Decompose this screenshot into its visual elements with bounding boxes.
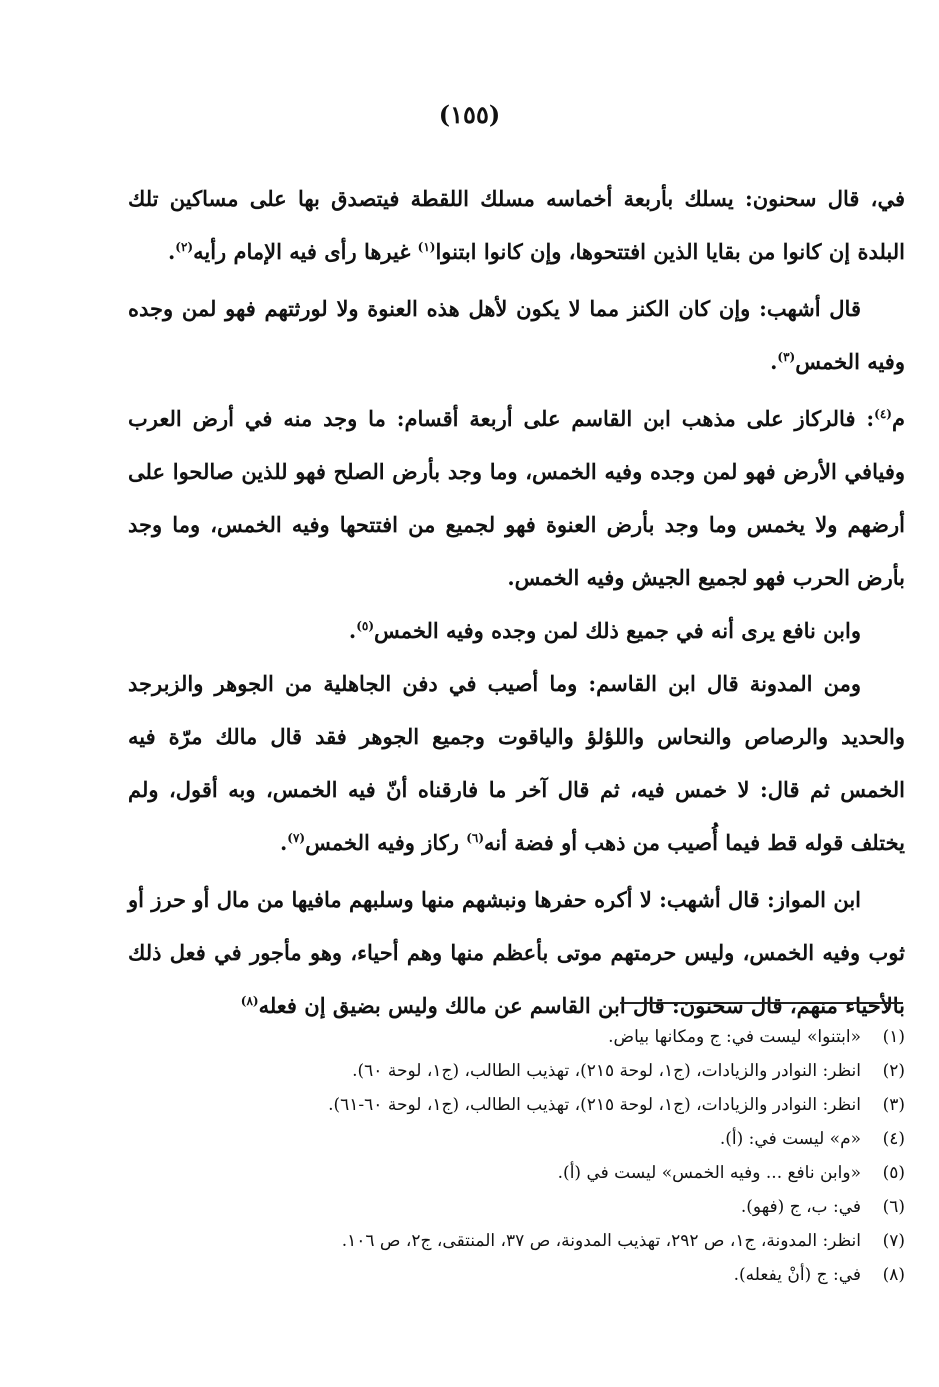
footnote-ref: (٥) (356, 619, 375, 633)
footnote-ref: (٦) (466, 831, 485, 845)
text-run: . (770, 349, 778, 374)
text-run: ابن المواز: قال أشهب: لا أكره حفرها ونبشهم منها وسلبهم مافيها من مال أو حرز أو ثوب وفيه الخمس، وليس حرمتهم موتى بأعظم منها وهم أحياء، وهو مأجور في فعل ذلك بالأحياء منهم، قال سحنون: قال ابن القاسم عن مالك وليس بضيق إن فعله (128, 887, 905, 1018)
footnote-ref: (٤) (874, 407, 892, 421)
footnote-ref: (٧) (287, 831, 306, 845)
text-run: ركاز وفيه الخمس (305, 830, 467, 855)
paragraph-3 (128, 392, 905, 604)
footnote-divider (620, 1002, 903, 1004)
footnote-item (128, 1258, 905, 1292)
footnote-ref: (٣) (777, 350, 796, 364)
footnote-text: «ابتنوا» ليست في: ج ومكانها بياض. (608, 1027, 861, 1047)
footnote-item (128, 1122, 905, 1156)
text-run: . (348, 618, 357, 643)
footnote-item (128, 1088, 905, 1122)
footnote-text: في: ب، ج (فهو). (740, 1197, 861, 1217)
text-run: قال أشهب: وإن كان الكنز مما لا يكون لأهل هذه العنوة ولا لورثتهم فهو لمن وجده وفيه الخمس (128, 296, 905, 374)
footnote-number: (٢) (882, 1061, 905, 1081)
footnote-number: (٥) (882, 1163, 905, 1183)
footnote-ref: (٨) (240, 994, 259, 1008)
paragraph-2 (128, 282, 905, 388)
main-text (128, 172, 905, 1032)
footnote-item (128, 1190, 905, 1224)
footnote-number: (١) (882, 1027, 905, 1047)
footnote-text: انظر: النوادر والزيادات، (ج١، لوحة ٢١٥)، تهذيب الطالب، (ج١، لوحة ٦٠-٦١). (328, 1095, 861, 1115)
text-run: غيرها رأى فيه الإمام رأيه (193, 239, 418, 264)
footnotes (128, 1020, 905, 1292)
footnote-number: (٣) (882, 1095, 905, 1115)
text-run: ومن المدونة قال ابن القاسم: وما أصيب في دفن الجاهلية من الجوهر والزبرجد والحديد والرصاص والنحاس واللؤلؤ والياقوت وجميع الجوهر فقد قال مالك مرّة فيه الخمس ثم قال: لا خمس فيه، ثم قال آخر ما فارقناه أنّ فيه الخمس، وبه أقول، ولم يختلف قوله قط فيما أُصيب من ذهب أو فضة أنه (128, 671, 905, 855)
paragraph-6 (128, 873, 905, 1032)
text-run: م (891, 406, 905, 431)
text-run: وابن نافع يرى أنه في جميع ذلك لمن وجده وفيه الخمس (374, 618, 861, 643)
footnote-item (128, 1224, 905, 1258)
footnote-text: في: ج (أنْ يفعله). (733, 1265, 861, 1285)
footnote-text: انظر: المدونة، ج١، ص ٢٩٢، تهذيب المدونة، ص ٣٧، المنتقى، ج٢، ص ١٠٦. (341, 1231, 861, 1251)
footnote-number: (٨) (882, 1265, 905, 1285)
footnote-number: (٤) (882, 1129, 905, 1149)
text-run: . (279, 830, 288, 855)
paragraph-5 (128, 657, 905, 869)
footnote-ref: (١) (417, 240, 436, 254)
footnote-text: «وابن نافع ... وفيه الخمس» ليست في (أ). (557, 1163, 861, 1183)
footnote-number: (٦) (882, 1197, 905, 1217)
text-run: . (167, 239, 176, 264)
text-run: في، قال سحنون: يسلك بأربعة أخماسه مسلك اللقطة فيتصدق بها على مساكين تلك البلدة إن كانوا من بقايا الذين افتتحوها، وإن كانوا ابتنوا (128, 186, 905, 264)
footnote-number: (٧) (882, 1231, 905, 1251)
paragraph-4 (128, 604, 905, 657)
footnote-text: انظر: النوادر والزيادات، (ج١، لوحة ٢١٥)، تهذيب الطالب، (ج١، لوحة ٦٠). (352, 1061, 861, 1081)
footnote-item (128, 1020, 905, 1054)
page-number: (١٥٥) (438, 100, 501, 129)
footnote-item (128, 1054, 905, 1088)
paragraph-1 (128, 172, 905, 278)
footnote-text: «م» ليست في: (أ). (719, 1129, 861, 1149)
text-run: : فالركاز على مذهب ابن القاسم على أربعة أقسام: ما وجد منه في أرض العرب وفيافي الأرض فهو لمن وجده وفيه الخمس، وما وجد بأرض الصلح فهو للذين صالحوا على أرضهم ولا يخمس وما وجد بأرض العنوة فهو لجميع من افتتحها وفيه الخمس، وما وجد بأرض الحرب فهو لجميع الجيش وفيه الخمس. (128, 406, 905, 590)
footnote-ref: (٢) (175, 240, 194, 254)
footnote-item (128, 1156, 905, 1190)
